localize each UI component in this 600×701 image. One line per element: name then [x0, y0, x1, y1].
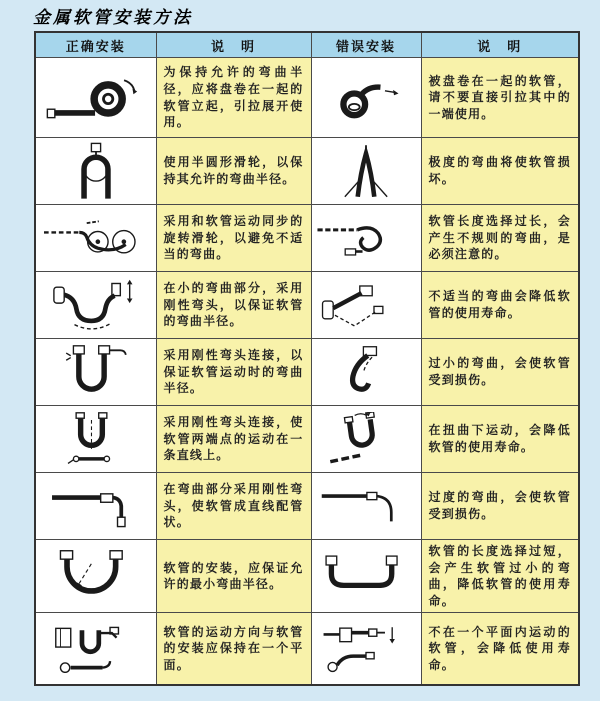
correct-description: 在小的弯曲部分，采用刚性弯头，以保证软管的弯曲半径。: [156, 272, 311, 339]
correct-description: 为保持允许的弯曲半径，应将盘卷在一起的软管立起，引拉展开使用。: [156, 58, 311, 138]
wrong-image-cell: [311, 58, 421, 138]
header-description-correct: 说 明: [156, 32, 311, 58]
correct-image-cell: [35, 339, 156, 406]
header-description-wrong: 说 明: [421, 32, 579, 58]
wrong-description: 不适当的弯曲会降低软管的使用寿命。: [421, 272, 579, 339]
out-of-plane-motion-icon: [316, 620, 416, 676]
document-page: [0, 3, 600, 686]
header-wrong-install: 错误安装: [311, 32, 421, 58]
wrong-image-cell: [311, 138, 421, 205]
table-row: [35, 138, 579, 205]
table-row: [35, 406, 579, 473]
wrong-description: 软管的长度选择过短，会产生软管过小的弯曲，降低软管的使用寿命。: [421, 540, 579, 613]
correct-image-cell: [35, 205, 156, 272]
min-bend-radius-u-icon: [44, 547, 148, 605]
correct-image-cell: [35, 58, 156, 138]
twisted-u-loop-icon: [318, 412, 414, 466]
excessive-bend-icon: [316, 478, 416, 534]
wrong-image-cell: [311, 540, 421, 613]
straight-pipe-elbow-icon: [44, 477, 148, 535]
table-row: [35, 473, 579, 540]
table-row: [35, 613, 579, 685]
improper-bend-icon: [317, 278, 415, 333]
correct-description: 使用半圆形滑轮，以保持其允许的弯曲半径。: [156, 138, 311, 205]
correct-description: 采用刚性弯头连接，以保证软管运动时的弯曲半径。: [156, 339, 311, 406]
correct-description: 在弯曲部分采用刚性弯头，使软管成直线配管状。: [156, 473, 311, 540]
wrong-image-cell: [311, 613, 421, 685]
sharp-fold-icon: [320, 141, 412, 201]
correct-image-cell: [35, 540, 156, 613]
wrong-description: 不在一个平面内运动的软管，会降低使用寿命。: [421, 613, 579, 685]
u-loop-elbow-icon: [46, 344, 146, 400]
correct-description: 采用刚性弯头连接，使软管两端点的运动在一条直线上。: [156, 406, 311, 473]
wrong-image-cell: [311, 339, 421, 406]
wrong-description: 过度的弯曲，会使软管受到损伤。: [421, 473, 579, 540]
correct-image-cell: [35, 613, 156, 685]
correct-description: 软管的运动方向与软管的安装应保持在一个平面。: [156, 613, 311, 685]
irregular-loop-icon: [314, 214, 418, 263]
wrong-image-cell: [311, 473, 421, 540]
pulley-hose-icon: [50, 141, 142, 201]
header-row: [35, 32, 579, 58]
correct-image-cell: [35, 272, 156, 339]
wrong-image-cell: [311, 205, 421, 272]
u-loop-straight-line-icon: [46, 411, 146, 467]
correct-description: 软管的安装，应保证允许的最小弯曲半径。: [156, 540, 311, 613]
rigid-elbow-small-bend-icon: [44, 276, 148, 334]
table-row: [35, 339, 579, 406]
one-plane-motion-icon: [44, 619, 148, 677]
correct-description: 采用和软管运动同步的旋转滑轮，以避免不适当的弯曲。: [156, 205, 311, 272]
page-title: 金属软管安装方法: [33, 8, 193, 28]
table-row: [35, 205, 579, 272]
wrong-description: 在扭曲下运动，会降低软管的使用寿命。: [421, 406, 579, 473]
correct-image-cell: [35, 406, 156, 473]
table-row: [35, 58, 579, 138]
wrong-description: 过小的弯曲，会使软管受到损伤。: [421, 339, 579, 406]
wrong-description: 极度的弯曲将使软管损坏。: [421, 138, 579, 205]
installation-methods-table: [34, 31, 580, 686]
header-correct-install: 正确安装: [35, 32, 156, 58]
too-short-hose-icon: [317, 549, 415, 604]
wrong-description: 被盘卷在一起的软管，请不要直接引拉其中的一端使用。: [421, 58, 579, 138]
table-row: [35, 540, 579, 613]
wrong-description: 软管长度选择过长，会产生不规则的弯曲，是必须注意的。: [421, 205, 579, 272]
correct-image-cell: [35, 473, 156, 540]
correct-image-cell: [35, 138, 156, 205]
coil-pulled-from-end-icon: [316, 70, 416, 126]
coiled-hose-unrolled-icon: [44, 69, 148, 127]
wrong-image-cell: [311, 406, 421, 473]
small-hook-bend-icon: [318, 345, 414, 399]
rotating-pulleys-icon: [40, 212, 152, 264]
wrong-image-cell: [311, 272, 421, 339]
table-row: [35, 272, 579, 339]
